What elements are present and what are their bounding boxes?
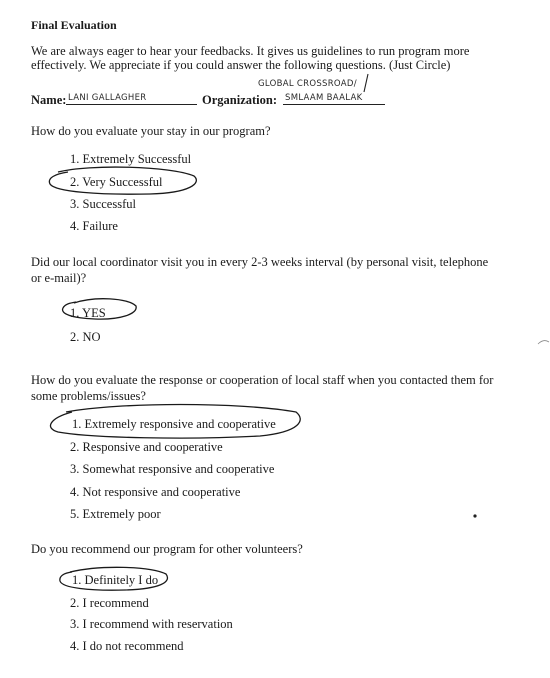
stray-dot-mark bbox=[473, 514, 476, 517]
organization-label: Organization: bbox=[202, 93, 277, 107]
question-3-text-line2: some problems/issues? bbox=[31, 389, 146, 403]
question-3-text-line1: How do you evaluate the response or cooperation of local staff when you contacted them for bbox=[31, 373, 494, 387]
question-1-option-3[interactable]: 3. Successful bbox=[70, 197, 136, 211]
question-3-option-3[interactable]: 3. Somewhat responsive and cooperative bbox=[70, 462, 275, 476]
question-2-text-line1: Did our local coordinator visit you in every 2-3 weeks interval (by personal visit, telephone bbox=[31, 255, 489, 269]
question-4-text: Do you recommend our program for other volunteers? bbox=[31, 542, 303, 556]
question-4-option-2[interactable]: 2. I recommend bbox=[70, 596, 149, 610]
organization-underline bbox=[283, 104, 385, 105]
question-2-option-1[interactable]: 1. YES bbox=[70, 306, 106, 320]
question-1-option-2[interactable]: 2. Very Successful bbox=[70, 175, 163, 189]
intro-paragraph: We are always eager to hear your feedbacks. It gives us guidelines to run program more effectively. We appreciate if you could answer the following questions. (Just Circle) bbox=[31, 44, 470, 72]
question-3-option-2[interactable]: 2. Responsive and cooperative bbox=[70, 440, 223, 454]
question-1-option-4[interactable]: 4. Failure bbox=[70, 219, 118, 233]
question-4-option-4[interactable]: 4. I do not recommend bbox=[70, 639, 184, 653]
question-4-option-1[interactable]: 1. Definitely I do bbox=[72, 573, 159, 587]
name-underline bbox=[66, 104, 197, 105]
question-1-text: How do you evaluate your stay in our program? bbox=[31, 124, 271, 138]
question-2-option-2[interactable]: 2. NO bbox=[70, 330, 101, 344]
question-3-option-4[interactable]: 4. Not responsive and cooperative bbox=[70, 485, 241, 499]
name-label: Name: bbox=[31, 93, 67, 107]
question-4-option-3[interactable]: 3. I recommend with reservation bbox=[70, 617, 233, 631]
question-1-option-1[interactable]: 1. Extremely Successful bbox=[70, 152, 192, 166]
name-value: LANI GALLAGHER bbox=[68, 93, 147, 103]
question-2-text-line2: or e-mail)? bbox=[31, 271, 87, 285]
question-3-option-1[interactable]: 1. Extremely responsive and cooperative bbox=[72, 417, 276, 431]
organization-value-line1: GLOBAL CROSSROAD/ bbox=[258, 79, 357, 89]
question-3-option-5[interactable]: 5. Extremely poor bbox=[70, 507, 161, 521]
organization-value-line2: SMLAAM BAALAK bbox=[285, 93, 363, 103]
edge-scan-mark bbox=[538, 341, 549, 344]
form-title: Final Evaluation bbox=[31, 18, 117, 32]
handwritten-slash-mark bbox=[364, 74, 368, 92]
